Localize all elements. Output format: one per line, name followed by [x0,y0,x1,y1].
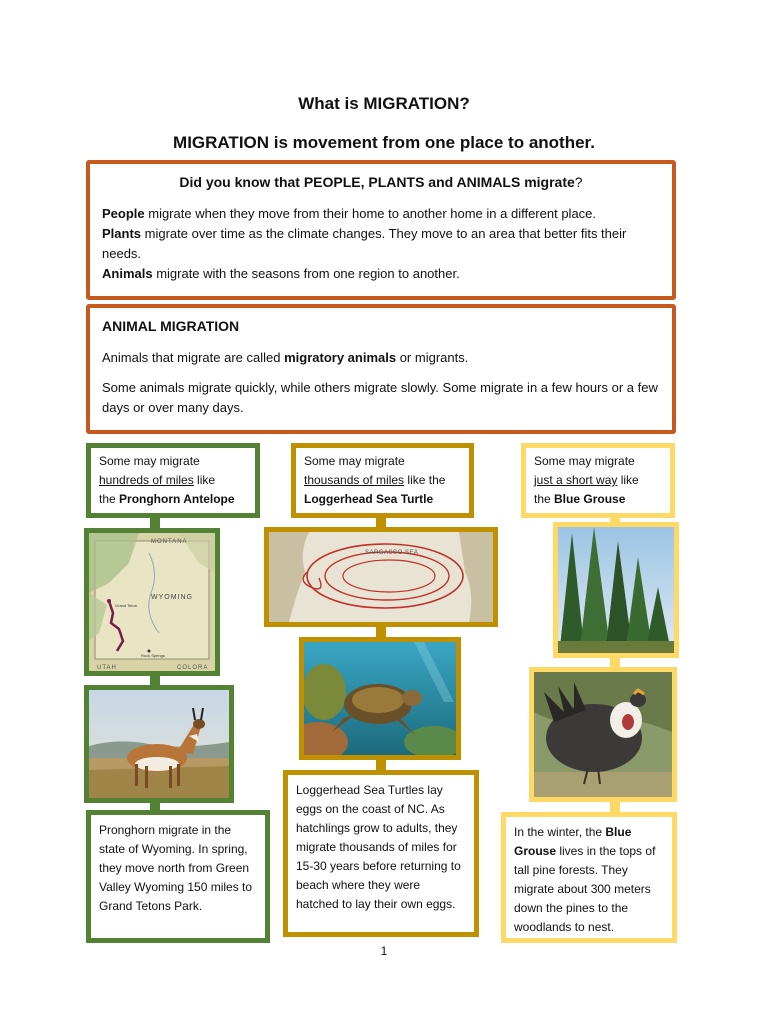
intro-question [102,174,660,190]
animal-migration-heading: ANIMAL MIGRATION [102,318,240,334]
grouse-intro-line1: Some may migrate [534,454,635,468]
map-label-utah: UTAH [97,665,117,671]
pronghorn-intro-line1: Some may migrate [99,454,200,468]
grouse-intro-line2 [534,471,662,490]
pine-forest-photo [553,522,679,658]
pronghorn-the: the [99,492,120,506]
turtle-intro-line2 [304,471,461,490]
animals-label: Animals [102,266,153,281]
pronghorn-intro-box [86,443,260,518]
atlantic-migration-map [264,527,498,627]
turtle-description-box [283,770,479,937]
turtle-description: Loggerhead Sea Turtles lay eggs on the coast of NC. As hatchlings grow to adults, they migrate thousands of miles for 15-30 years before returning to beach where they were hatched to lay their own eggs. [296,783,461,911]
grouse-name: Blue Grouse [554,492,626,506]
pronghorn-intro-line3 [99,490,247,509]
grouse-like: like [617,473,639,487]
intro-question-text: Did you know that PEOPLE, PLANTS and ANIMALS migrate [179,174,575,190]
pronghorn-description-box [86,810,270,943]
page-number: 1 [380,944,388,958]
pronghorn-distance: hundreds of miles [99,473,194,487]
people-label: People [102,206,145,221]
turtle-like: like the [404,473,446,487]
intro-box [86,160,676,300]
migratory-text-pre: Animals that migrate are called [102,350,285,365]
map-label-wyoming: WYOMING [151,594,193,601]
people-text: migrate when they move from their home to another home in a different place. [144,206,597,221]
animals-text: migrate with the seasons from one region to another. [152,266,460,281]
animals-paragraph [102,264,660,284]
grouse-intro-box [521,443,675,518]
grouse-the: the [534,492,555,506]
people-paragraph [102,204,660,224]
map-label-colorado: COLORA [177,665,209,671]
pronghorn-name: Pronghorn Antelope [119,492,235,506]
grouse-distance: just a short way [534,473,618,487]
grouse-desc-name: Blue Grouse [514,825,632,858]
page-subtitle: MIGRATION is movement from one place to another. [173,133,595,152]
grouse-intro-line3 [534,490,662,509]
animal-migration-box [86,304,676,434]
turtle-intro-line1: Some may migrate [304,454,405,468]
turtle-distance: thousands of miles [304,473,405,487]
grouse-desc-post: lives in the tops of tall pine forests. They migrate about 300 meters down the pines to the woodlands to nest. [514,844,656,934]
pronghorn-description: Pronghorn migrate in the state of Wyoming. In spring, they move north from Green Valley Wyoming 150 miles to Grand Tetons Park. [99,823,253,913]
wyoming-map-image [84,528,220,676]
migratory-term: migratory animals [284,350,397,365]
pronghorn-like: like [193,473,216,487]
turtle-photo [299,637,461,760]
turtle-intro-box [291,443,474,518]
pronghorn-intro-line2 [99,471,247,490]
migratory-paragraph [102,348,660,368]
blue-grouse-photo [529,667,677,802]
plants-paragraph [102,224,660,264]
grouse-desc-pre: In the winter, the [514,825,606,839]
pronghorn-photo [84,685,234,803]
map-label-town: Rock Springs [141,653,165,658]
map-label-park: Grand Teton [115,603,137,608]
plants-text: migrate over time as the climate changes. They move to an area that better fits their needs. [102,226,627,261]
map-label-sargasso: SARGASSO SEA [365,550,419,556]
page-title: What is MIGRATION? [298,94,470,113]
speed-paragraph: Some animals migrate quickly, while others migrate slowly. Some migrate in a few hours or a few days or over many days. [102,380,658,415]
grouse-description-box [501,812,677,943]
plants-label: Plants [102,226,142,241]
map-label-montana: MONTANA [151,539,188,545]
migratory-text-post: or migrants. [396,350,469,365]
grouse-description [514,823,664,937]
turtle-name: Loggerhead Sea Turtle [304,492,434,506]
intro-question-mark: ? [574,174,583,190]
